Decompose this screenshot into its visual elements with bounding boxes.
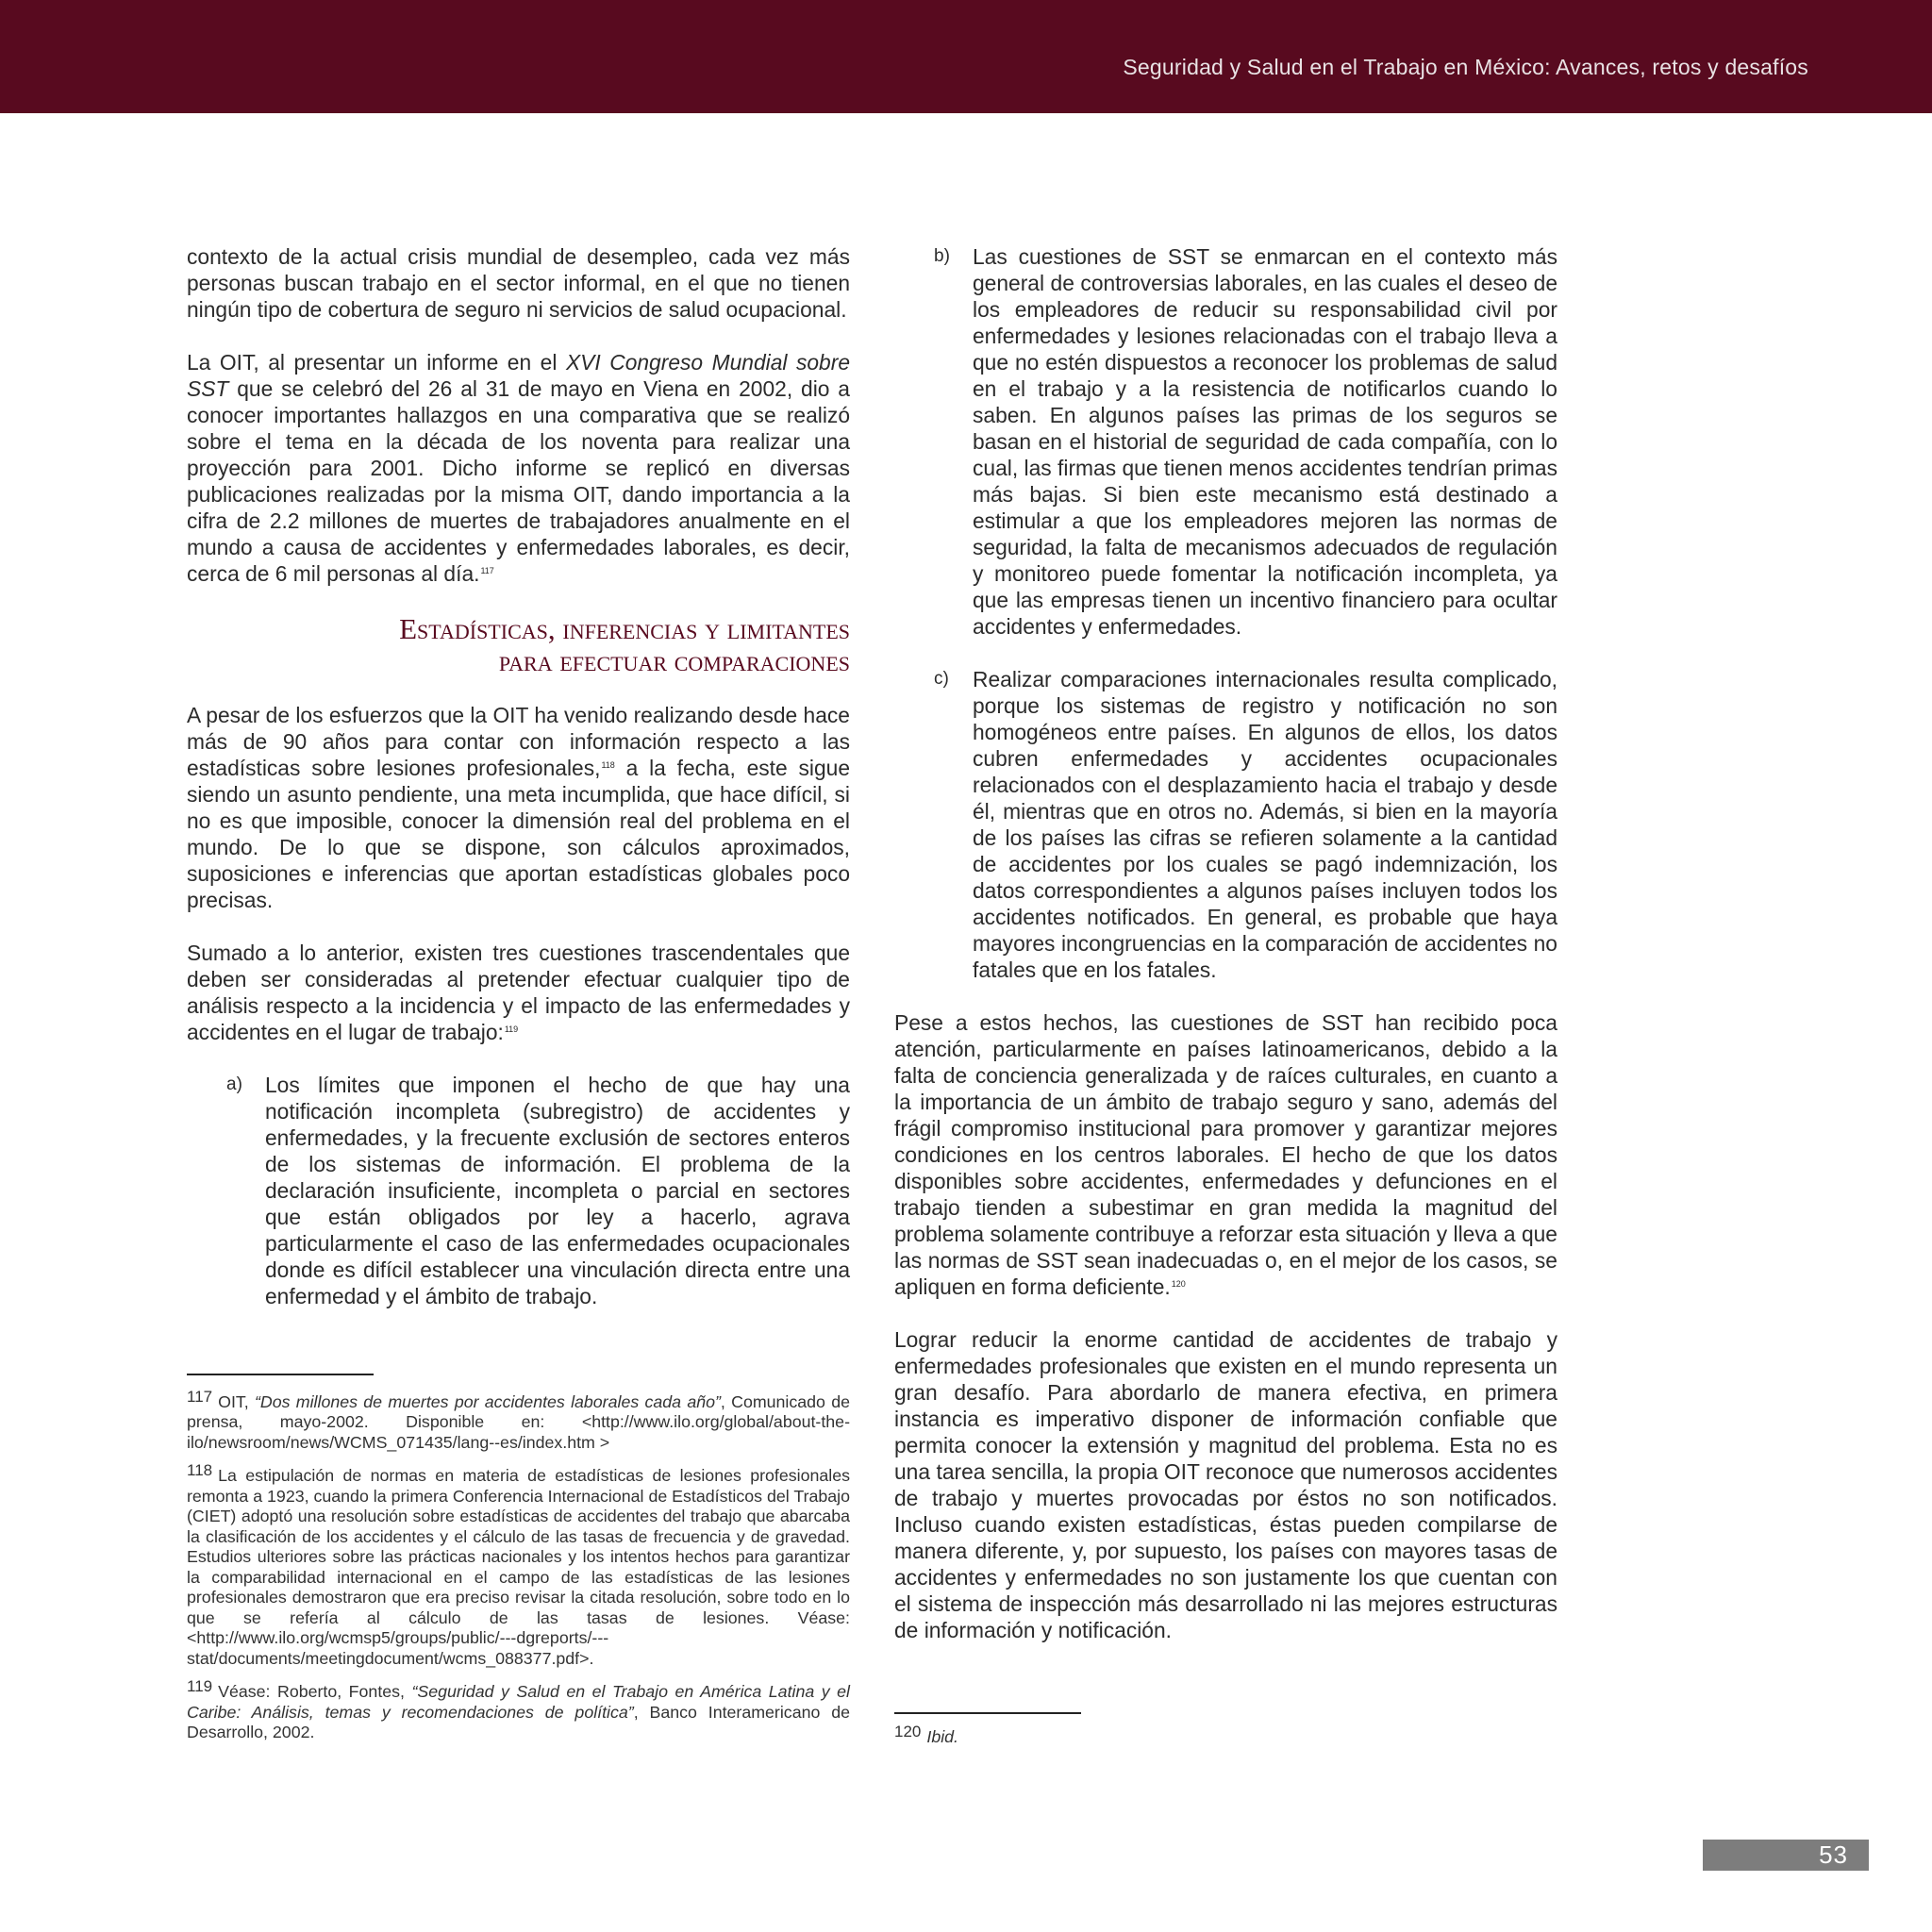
footnote-text: Véase: Roberto, Fontes,: [218, 1682, 412, 1702]
footnote-number: 117: [187, 1388, 213, 1406]
footnote-number: 119: [187, 1677, 213, 1696]
page-number: 53: [1819, 1840, 1848, 1869]
paragraph: contexto de la actual crisis mundial de desempleo, cada vez más personas buscan trabajo en el sector informal, en el que no tienen ningún tipo de cobertura de seguro ni servicios de salud ocupacional.: [187, 244, 850, 322]
right-column: [894, 243, 1557, 1670]
footnote-text: OIT,: [218, 1391, 255, 1411]
paragraph: Lograr reducir la enorme cantidad de accidentes de trabajo y enfermedades profesionales que existen en el mundo representa un gran desafío. Para abordarlo de manera efectiva, en primera instancia es imperativo disponer de información confiable que permita conocer la extensión y magnitud del problema. Esta no es una tarea sencilla, la propia OIT reconoce que numerosos accidentes de trabajo y muertes provocadas por éstos no son notificados. Incluso cuando existen estadísticas, éstas pueden compilarse de manera diferente, y, por supuesto, los países con mayores tasas de accidentes y enfermedades no son justamente los que cuentan con el sistema de inspección más desarrollado ni las mejores estructuras de información y notificación.: [894, 1327, 1557, 1642]
footnote-ref[interactable]: 119: [504, 1024, 519, 1034]
footnotes-left: [187, 1387, 850, 1751]
paragraph-text: a la fecha, este sigue siendo un asunto pendiente, una meta incumplida, que hace difícil, si no es que imposible, conocer la dimensión real del problema en el mundo. De lo que se dispone, son cálculos aproximados, suposiciones e inferencias que aportan estadísticas globales poco precisas.: [187, 756, 850, 912]
paragraph-text: Pese a estos hechos, las cuestiones de SST han recibido poca atención, particularmente en países latinoamericanos, debido a la falta de conciencia generalizada y de raíces culturales, en cuanto a la importancia de un ámbito de trabajo seguro y sano, además del frágil compromiso institucional para promover y garantizar mejores condiciones en los centros laborales. El hecho de que los datos disponibles sobre accidentes, enfermedades y defunciones en el trabajo tienden a subestimar en gran medida la magnitud del problema solamente contribuye a reforzar esta situación y lleva a que las normas de SST sean inadecuadas o, en el mejor de los casos, se apliquen en forma deficiente.: [894, 1010, 1557, 1299]
paragraph-text: La OIT, al presentar un informe en el: [187, 350, 566, 375]
footnote-title: “Dos millones de muertes por accidentes laborales cada año”: [254, 1391, 721, 1411]
footnote-divider: [187, 1374, 374, 1375]
paragraph-text: Sumado a lo anterior, existen tres cuestiones trascendentales que deben ser consideradas al pretender efectuar cualquier tipo de análisis respecto a la incidencia y el impacto de las enfermedades y accidentes en el lugar de trabajo:: [187, 941, 850, 1044]
list-marker: b): [934, 246, 950, 266]
footnote-ref[interactable]: 120: [1171, 1278, 1186, 1289]
footnote-119: [187, 1676, 850, 1742]
page-number-box: [1703, 1840, 1869, 1871]
paragraph: [187, 940, 850, 1045]
footnote-ref[interactable]: 118: [601, 759, 615, 770]
footnote-117: [187, 1387, 850, 1453]
paragraph: [187, 702, 850, 913]
footnote-number: 120: [894, 1723, 922, 1740]
footnotes-right: [894, 1722, 1557, 1755]
paragraph: [187, 349, 850, 587]
footnote-118: [187, 1460, 850, 1669]
footnote-120: [894, 1722, 1557, 1747]
paragraph-text: que se celebró del 26 al 31 de mayo en Viena en 2002, dio a conocer importantes hallazgos en una comparativa que se realizó sobre el tema en la década de los noventa para realizar una proyección para 2001. Dicho informe se replicó en diversas publicaciones realizadas por la misma OIT, dando importancia a la cifra de 2.2 millones de muertes de trabajadores anualmente en el mundo a causa de accidentes y enfermedades laborales, es decir, cerca de 6 mil personas al día.: [187, 376, 850, 586]
section-heading-line: para efectuar comparaciones: [498, 644, 850, 677]
paragraph: [894, 1009, 1557, 1300]
footnote-number: 118: [187, 1461, 213, 1480]
footnote-text[interactable]: , Comunicado de prensa, mayo-2002. Disponible en: <http://www.ilo.org/global/about-the-ilo/newsroom/news/WCMS_071435/lang--es/index.htm >: [187, 1391, 850, 1452]
list-item-b: [894, 243, 1557, 640]
footnote-divider: [894, 1712, 1081, 1714]
section-heading-line: Estadísticas, inferencias y limitantes: [399, 612, 850, 645]
paragraph-text: A pesar de los esfuerzos que la OIT ha venido realizando desde hace más de 90 años para contar con información respecto a las estadísticas sobre lesiones profesionales,: [187, 703, 850, 780]
footnote-text: , Banco Interamericano de Desarrollo, 2002.: [187, 1702, 850, 1742]
header-band: [0, 0, 1932, 113]
footnote-text[interactable]: La estipulación de normas en materia de estadísticas de lesiones profesionales remonta a 1923, cuando la primera Conferencia Internacional de Estadísticos del Trabajo (CIET) adoptó una resolución sobre estadísticas de accidentes del trabajo que abarcaba la clasificación de los accidentes y el cálculo de las tasas de frecuencia y de gravedad. Estudios ulteriores sobre las prácticas nacionales y los intentos hechos para garantizar la comparabilidad internacional en el campo de las estadísticas de las lesiones profesionales demostraron que era preciso revisar la citada resolución, sobre todo en lo que se refería al cálculo de las tasas de lesiones. Véase: <http://www.ilo.org/wcmsp5/groups/public/---dgreports/---stat/documents/meetingdocument/wcms_088377.pdf>.: [187, 1466, 850, 1668]
list-item-text: Las cuestiones de SST se enmarcan en el contexto más general de controversias laborales, en las cuales el deseo de los empleadores de reducir su responsabilidad civil por enfermedades y lesiones relacionadas con el trabajo lleva a que no estén dispuestos a reconocer los problemas de salud en el trabajo y a la resistencia de notificarlos cuando lo saben. En algunos países las primas de los seguros se basan en el historial de seguridad de cada compañía, con lo cual, las firmas que tienen menos accidentes tendrían primas más bajas. Si bien este mecanismo está destinado a estimular a que los empleadores mejoren las normas de seguridad, la falta de mecanismos adecuados de regulación y monitoreo puede fomentar la notificación incompleta, ya que las empresas tienen un incentivo financiero para ocultar accidentes y enfermedades.: [973, 244, 1557, 639]
list-item-a: [187, 1072, 850, 1309]
list-item-text: Los límites que imponen el hecho de que hay una notificación incompleta (subregistro) de accidentes y enfermedades, y la frecuente exclusión de sectores enteros de los sistemas de información. El problema de la declaración insuficiente, incompleta o parcial en sectores que están obligados por ley a hacerlo, agrava particularmente el caso de las enfermedades ocupacionales donde es difícil establecer una vinculación directa entre una enfermedad y el ámbito de trabajo.: [265, 1073, 850, 1308]
left-column: [187, 243, 850, 1336]
list-marker: c): [934, 669, 949, 689]
footnote-text: Ibid.: [926, 1726, 958, 1746]
congress-title: XVI Congreso Mundial sobre SST: [187, 350, 851, 401]
list-marker: a): [226, 1074, 242, 1094]
section-heading: [187, 613, 850, 677]
running-header-title: Seguridad y Salud en el Trabajo en México: Avances, retos y desafíos: [1123, 55, 1808, 79]
footnote-ref[interactable]: 117: [480, 565, 494, 575]
footnote-title: “Seguridad y Salud en el Trabajo en América Latina y el Caribe: Análisis, temas y recomendaciones de política”: [187, 1682, 850, 1722]
list-item-text: Realizar comparaciones internacionales resulta complicado, porque los sistemas de registro y notificación no son homogéneos entre países. En algunos de ellos, los datos cubren enfermedades y accidentes ocupacionales relacionados con el desplazamiento hacia el trabajo y desde él, mientras que en otros no. Además, si bien en la mayoría de los países las cifras se refieren solamente a la cantidad de accidentes por los cuales se pagó indemnización, los datos correspondientes a algunos países incluyen todos los accidentes notificados. En general, es probable que haya mayores incongruencias en la comparación de accidentes no fatales que en los fatales.: [973, 667, 1557, 982]
list-item-c: [894, 666, 1557, 983]
